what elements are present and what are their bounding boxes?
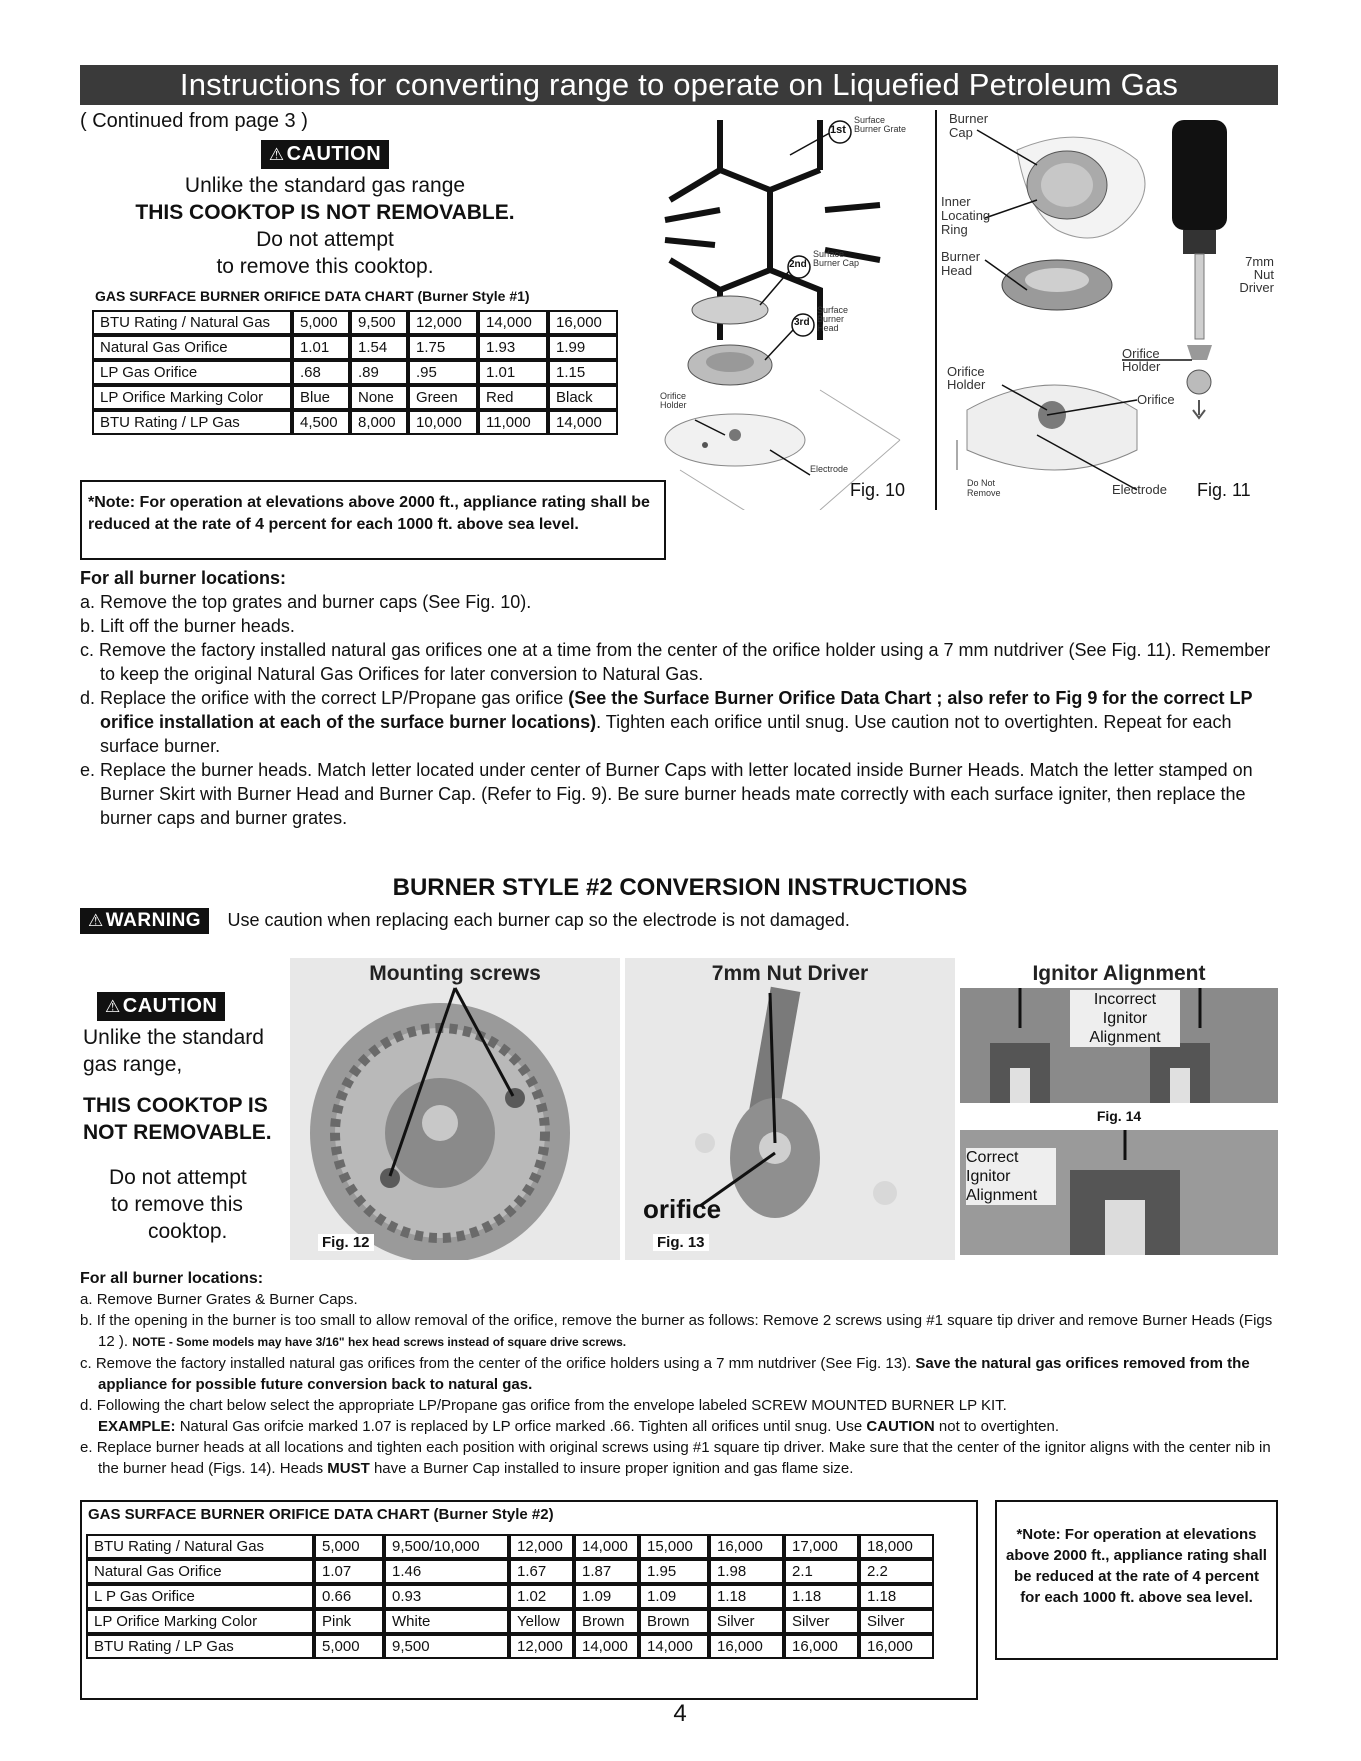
caution2-line: cooktop. xyxy=(148,1220,228,1243)
chart2-frame xyxy=(80,1500,978,1700)
row-header-cell: LP Orifice Marking Color xyxy=(92,385,292,410)
grate-label: Surface Burner Grate xyxy=(854,115,907,134)
callout-3rd: 3rd xyxy=(794,317,810,328)
step2-c: c. Remove the factory installed natural gas orifices from the center of the orifice holders using a 7 mm nutdriver (See Fig. 13). Save the natural gas orifices removed from the appliance for possible future conversion back to natural gas. xyxy=(80,1355,1250,1393)
caution2-line: Unlike the standard xyxy=(83,1026,264,1049)
value-cell: Silver xyxy=(709,1609,784,1634)
value-cell: 1.99 xyxy=(548,335,618,360)
step2-b: b. If the opening in the burner is too small to allow removal of the orifice, remove the burner as follows: Remove 2 screws using #1 square tip driver and remove Burner Heads (Figs 12 ). NOTE - Some models may have 3/16" hex head screws instead of square drive screws. xyxy=(80,1312,1273,1350)
fig13-photo xyxy=(625,958,955,1260)
correct-label: Correct Ignitor Alignment xyxy=(966,1148,1056,1205)
value-cell: 12,000 xyxy=(408,310,478,335)
value-cell: 4,500 xyxy=(292,410,350,435)
step-a: a. Remove the top grates and burner caps (See Fig. 10). xyxy=(80,592,532,612)
step2-d: d. Following the chart below select the appropriate LP/Propane gas orifice from the envelope labeled SCREW MOUNTED BURNER LP KIT. EXAMPLE: Natural Gas orifcie marked 1.07 is replaced by LP orfice marked .66. Tighten all orifices until snug. Use CAUTION not to overtighten. xyxy=(80,1397,1060,1435)
step2-a: a. Remove Burner Grates & Burner Caps. xyxy=(80,1291,358,1308)
callout-2nd: 2nd xyxy=(789,259,807,270)
value-cell: 12,000 xyxy=(509,1534,574,1559)
caution2-line: to remove this xyxy=(111,1193,243,1216)
row-header-cell: LP Gas Orifice xyxy=(92,360,292,385)
value-cell: Pink xyxy=(314,1609,384,1634)
value-cell: 1.09 xyxy=(574,1584,639,1609)
fig12-label: Fig. 12 xyxy=(318,1234,374,1251)
page-number: 4 xyxy=(673,1700,687,1727)
inner-ring-label: Inner Locating Ring xyxy=(941,194,991,237)
value-cell: 1.09 xyxy=(639,1584,709,1609)
value-cell: White xyxy=(384,1609,509,1634)
value-cell: 1.75 xyxy=(408,335,478,360)
step-e: e. Replace the burner heads. Match letter located under center of Burner Caps with letter located inside Burner Heads. Match the letter stamped on Burner Skirt with Burner Head and Burner Cap. (Refer to Fig. 9). Be sure burner heads mate correctly with each surface igniter, then replace the burner caps and burner grates. xyxy=(80,760,1253,828)
value-cell: 1.15 xyxy=(548,360,618,385)
incorrect-label: Incorrect Ignitor Alignment xyxy=(1070,990,1180,1047)
value-cell: 16,000 xyxy=(548,310,618,335)
chart-row xyxy=(86,1609,934,1634)
row-header-cell: BTU Rating / Natural Gas xyxy=(92,310,292,335)
caution-line: Unlike the standard gas range xyxy=(184,174,466,197)
value-cell: 14,000 xyxy=(478,310,548,335)
caution-line-bold: THIS COOKTOP IS NOT REMOVABLE. xyxy=(135,201,515,224)
chart-row xyxy=(86,1559,934,1584)
value-cell: Brown xyxy=(574,1609,639,1634)
fig14-label: Fig. 14 xyxy=(1096,1108,1142,1124)
elevation-note-1: *Note: For operation at elevations above 2000 ft., appliance rating shall be reduced at the rate of 4 percent for each 1000 ft. above sea level. xyxy=(80,480,666,560)
row-header-cell: BTU Rating / LP Gas xyxy=(86,1634,314,1659)
value-cell: Green xyxy=(408,385,478,410)
value-cell: 1.01 xyxy=(478,360,548,385)
value-cell: 1.46 xyxy=(384,1559,509,1584)
row-header-cell: Natural Gas Orifice xyxy=(86,1559,314,1584)
incorrect-alignment-photo xyxy=(960,988,1278,1103)
caution-line: to remove this cooktop. xyxy=(216,255,434,278)
fig10-label: Fig. 10 xyxy=(850,480,906,500)
orifice-chart-style1 xyxy=(92,310,618,435)
orifice-holder-label: Orifice Holder xyxy=(660,391,687,410)
elevation-note-2: *Note: For operation at elevations above 2000 ft., appliance rating shall be reduced at the rate of 4 percent for each 1000 ft. above sea level. xyxy=(995,1500,1278,1660)
chart-row xyxy=(86,1634,934,1659)
orifice-holder-right-label: Orifice Holder xyxy=(1122,346,1161,374)
step-d: d. Replace the orifice with the correct LP/Propane gas orifice (See the Surface Burner Orifice Data Chart ; also refer to Fig 9 for the correct LP orifice installation at each of the surface burner locations). Tighten each orifice until snug. Use caution not to overtighten. Repeat for each surface burner. xyxy=(80,688,1253,756)
caution-badge: ⚠ CAUTION xyxy=(261,140,389,169)
nut-driver-label: 7mm Nut Driver xyxy=(1239,254,1274,295)
caution-block-2 xyxy=(97,992,225,1021)
value-cell: Black xyxy=(548,385,618,410)
value-cell: 10,000 xyxy=(408,410,478,435)
value-cell: 14,000 xyxy=(574,1534,639,1559)
value-cell: 16,000 xyxy=(784,1634,859,1659)
section1-steps xyxy=(80,566,1280,830)
value-cell: 14,000 xyxy=(639,1634,709,1659)
caution-line: Do not attempt xyxy=(256,228,394,251)
cap-label: Surface Burner Cap xyxy=(813,249,860,268)
value-cell: 17,000 xyxy=(784,1534,859,1559)
caution-block-1 xyxy=(175,140,475,169)
fig12-title: Mounting screws xyxy=(369,962,541,985)
continued-note: ( Continued from page 3 ) xyxy=(80,110,308,132)
fig14-title: Ignitor Alignment xyxy=(1032,962,1206,985)
value-cell: Blue xyxy=(292,385,350,410)
row-header-cell: L P Gas Orifice xyxy=(86,1584,314,1609)
value-cell: 8,000 xyxy=(350,410,408,435)
fig13-label: Fig. 13 xyxy=(653,1234,709,1251)
chart-row xyxy=(92,310,618,335)
warning-text: Use caution when replacing each burner cap so the electrode is not damaged. xyxy=(227,910,850,930)
value-cell: 0.66 xyxy=(314,1584,384,1609)
electrode-label: Electrode xyxy=(810,464,849,474)
correct-alignment-photo xyxy=(960,1130,1278,1255)
orifice-chart-style2 xyxy=(86,1534,934,1659)
caution-badge-2: ⚠ CAUTION xyxy=(97,992,225,1021)
fig14-photos xyxy=(960,958,1278,1260)
caution2-line-bold: NOT REMOVABLE. xyxy=(83,1121,272,1144)
burner-head-label: Burner Head xyxy=(941,249,981,278)
burner-cap-label: Burner Cap xyxy=(949,111,989,140)
style2-heading: BURNER STYLE #2 CONVERSION INSTRUCTIONS xyxy=(392,874,968,901)
value-cell: 15,000 xyxy=(639,1534,709,1559)
value-cell: 1.67 xyxy=(509,1559,574,1584)
head-label: Surface Burner Head xyxy=(817,305,849,333)
chart-row xyxy=(86,1534,934,1559)
caution2-line: Do not attempt xyxy=(109,1166,247,1189)
value-cell: 5,000 xyxy=(292,310,350,335)
value-cell: 11,000 xyxy=(478,410,548,435)
value-cell: 1.02 xyxy=(509,1584,574,1609)
chart-row xyxy=(92,410,618,435)
value-cell: 5,000 xyxy=(314,1534,384,1559)
value-cell: 1.95 xyxy=(639,1559,709,1584)
value-cell: 1.07 xyxy=(314,1559,384,1584)
value-cell: 1.54 xyxy=(350,335,408,360)
burner-head-screws-icon xyxy=(290,958,620,1260)
chart1-title: GAS SURFACE BURNER ORIFICE DATA CHART (Burner Style #1) xyxy=(95,288,530,304)
fig11-diagram xyxy=(935,110,1275,510)
value-cell: None xyxy=(350,385,408,410)
value-cell: 5,000 xyxy=(314,1634,384,1659)
fig12-photo xyxy=(290,958,620,1260)
caution2-line-bold: THIS COOKTOP IS xyxy=(83,1094,268,1117)
orifice-callout: orifice xyxy=(643,1194,722,1224)
value-cell: 18,000 xyxy=(859,1534,934,1559)
warning-triangle-icon: ⚠ xyxy=(268,145,285,164)
chart-row xyxy=(92,335,618,360)
chart2-container xyxy=(86,1534,934,1659)
electrode-label-fig11: Electrode xyxy=(1112,482,1167,497)
value-cell: 1.18 xyxy=(859,1584,934,1609)
burner-exploded-icon xyxy=(660,110,930,510)
step-b: b. Lift off the burner heads. xyxy=(80,616,295,636)
orifice-holder-left-label: Orifice Holder xyxy=(947,364,986,392)
value-cell: 9,500 xyxy=(384,1634,509,1659)
row-header-cell: LP Orifice Marking Color xyxy=(86,1609,314,1634)
value-cell: 9,500/10,000 xyxy=(384,1534,509,1559)
section2-steps xyxy=(80,1268,1280,1479)
do-not-remove-label: Do Not Remove xyxy=(967,478,1001,498)
page-banner: Instructions for converting range to operate on Liquefied Petroleum Gas xyxy=(80,65,1278,105)
orifice-label: Orifice xyxy=(1137,392,1175,407)
burner-closeup-icon xyxy=(937,110,1277,510)
chart1-container xyxy=(92,310,618,435)
value-cell: Red xyxy=(478,385,548,410)
caution-text-2 xyxy=(83,1024,283,1245)
fig11-label: Fig. 11 xyxy=(1197,480,1251,500)
row-header-cell: BTU Rating / Natural Gas xyxy=(86,1534,314,1559)
value-cell: 0.93 xyxy=(384,1584,509,1609)
warning-triangle-icon: ⚠ xyxy=(105,997,121,1016)
warning-badge: ⚠ WARNING xyxy=(80,908,209,934)
value-cell: 1.01 xyxy=(292,335,350,360)
section2-heading: For all burner locations: xyxy=(80,1270,264,1287)
value-cell: 16,000 xyxy=(709,1634,784,1659)
value-cell: 14,000 xyxy=(548,410,618,435)
value-cell: 1.18 xyxy=(784,1584,859,1609)
value-cell: .89 xyxy=(350,360,408,385)
value-cell: 2.2 xyxy=(859,1559,934,1584)
chart-row xyxy=(92,360,618,385)
section1-heading: For all burner locations: xyxy=(80,568,287,588)
caution-text-1 xyxy=(80,172,570,280)
value-cell: 1.87 xyxy=(574,1559,639,1584)
value-cell: Silver xyxy=(859,1609,934,1634)
fig13-title: 7mm Nut Driver xyxy=(711,962,869,985)
caution2-line: gas range, xyxy=(83,1053,183,1076)
value-cell: 9,500 xyxy=(350,310,408,335)
chart-row xyxy=(86,1584,934,1609)
value-cell: 16,000 xyxy=(709,1534,784,1559)
value-cell: 1.18 xyxy=(709,1584,784,1609)
value-cell: 14,000 xyxy=(574,1634,639,1659)
step-c: c. Remove the factory installed natural gas orifices one at a time from the center of the orifice holder using a 7 mm nutdriver (See Fig. 11). Remember to keep the original Natural Gas Orifices for later conversion to Natural Gas. xyxy=(80,640,1271,684)
callout-1st: 1st xyxy=(830,124,846,136)
value-cell: 12,000 xyxy=(509,1634,574,1659)
value-cell: 2.1 xyxy=(784,1559,859,1584)
step2-e: e. Replace burner heads at all locations and tighten each position with original screws using #1 square tip driver. Make sure that the center of the ignitor aligns with the center nib in the burner head (Figs. 14). Heads MUST have a Burner Cap installed to insure proper ignition and gas flame size. xyxy=(80,1439,1271,1477)
value-cell: Yellow xyxy=(509,1609,574,1634)
value-cell: .68 xyxy=(292,360,350,385)
value-cell: 1.93 xyxy=(478,335,548,360)
value-cell: 1.98 xyxy=(709,1559,784,1584)
row-header-cell: BTU Rating / LP Gas xyxy=(92,410,292,435)
value-cell: Silver xyxy=(784,1609,859,1634)
warning-triangle-icon: ⚠ xyxy=(88,911,104,930)
chart-row xyxy=(92,385,618,410)
warning-row xyxy=(80,908,850,934)
value-cell: Brown xyxy=(639,1609,709,1634)
fig10-diagram xyxy=(660,110,930,510)
chart2-title: GAS SURFACE BURNER ORIFICE DATA CHART (Burner Style #2) xyxy=(88,1506,554,1523)
value-cell: .95 xyxy=(408,360,478,385)
row-header-cell: Natural Gas Orifice xyxy=(92,335,292,360)
value-cell: 16,000 xyxy=(859,1634,934,1659)
